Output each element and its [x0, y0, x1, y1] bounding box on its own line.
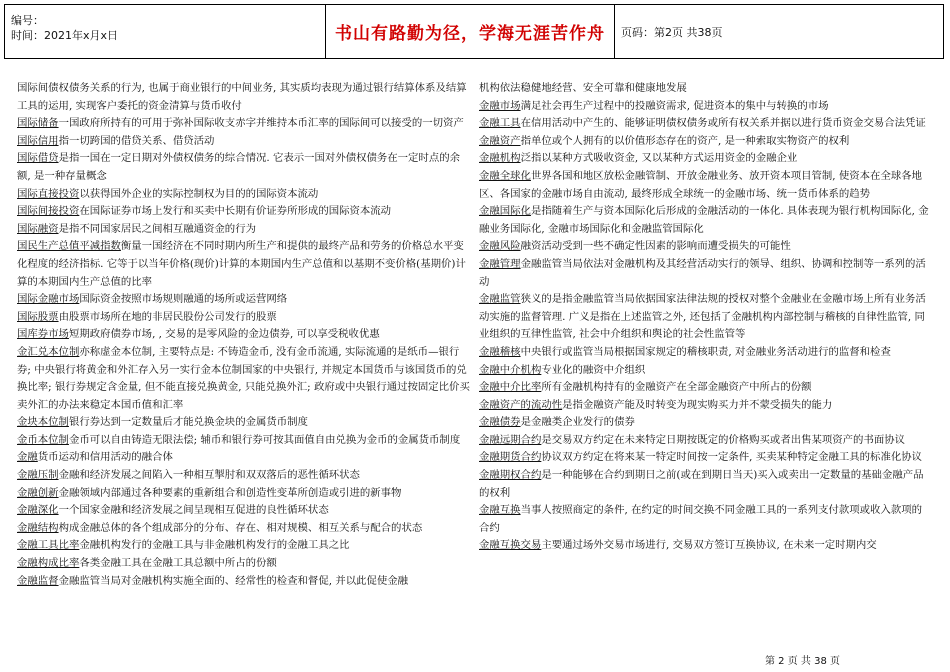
glossary-term: 金融中介机构 [479, 363, 542, 376]
glossary-definition: 所有金融机构持有的金融资产在全部金融资产中所占的份额 [541, 381, 812, 394]
glossary-entry [17, 309, 472, 327]
glossary-definition: 各类金融工具在金融工具总额中所占的份额 [79, 557, 277, 570]
glossary-entry [17, 414, 472, 432]
glossary-entry [17, 467, 472, 485]
page-header [4, 4, 944, 59]
glossary-term: 金融压制 [17, 469, 59, 482]
glossary-definition: 机构依法稳健地经营、安全可靠和健康地发展 [479, 82, 687, 94]
glossary-definition: 衡量一国经济在不同时期内所生产和提供的最终产品和劳务的价格总水平变化程度的经济指标. 它等于以当年价格(现价)计算的本期国内生产总值和以基期不变价格(基期价)计算的本期国内生产总值的比率 [17, 240, 466, 288]
glossary-term: 金融监管 [479, 293, 521, 306]
glossary-term: 金融 [17, 451, 38, 464]
glossary-entry [17, 221, 472, 239]
glossary-definition: 狭义的是指金融监管当局依据国家法律法规的授权对整个金融业在金融市场上所有业务活动实施的监督管理. 广义是指在上述监管之外, 还包括了金融机构内部控制与稽核的自律性监管, 同业组织的互律性监管, 社会中介组织和舆论的社会性监管等 [479, 293, 926, 341]
glossary-entry [479, 467, 932, 502]
glossary-term: 国际直接投资 [17, 187, 80, 200]
glossary-definition: 国际资金按照市场规则融通的场所或运营网络 [79, 293, 288, 306]
glossary-entry [17, 291, 472, 309]
glossary-definition: 一国政府所持有的可用于弥补国际收支赤字并维持本币汇率的国际间可以接受的一切资产 [58, 117, 464, 130]
glossary-term: 金融结构 [17, 521, 59, 534]
glossary-term: 国际间接投资 [17, 205, 80, 218]
left-text-column [17, 80, 472, 655]
glossary-term: 金融互换交易 [479, 539, 542, 552]
glossary-entry [17, 150, 472, 185]
glossary-term: 金融工具比率 [17, 539, 80, 552]
glossary-entry [17, 520, 472, 538]
glossary-term: 金融工具 [479, 117, 521, 130]
glossary-definition: 以获得国外企业的实际控制权为目的的国际资本流动 [79, 187, 319, 200]
glossary-definition: 短期政府债券市场, , 交易的是零风险的金边债券, 可以享受税收优惠 [68, 328, 380, 341]
glossary-entry [479, 256, 932, 291]
glossary-entry [479, 238, 932, 256]
document-number-label: 编号： [11, 14, 44, 27]
glossary-definition: 世界各国和地区放松金融管制、开放金融业务、放开资本项目管制, 使资本在全球各地区、各国家的金融市场自由流动, 最终形成全球统一的金融市场、统一货币体系的趋势 [479, 169, 923, 200]
glossary-definition: 金融机构发行的金融工具与非金融机构发行的金融工具之比 [79, 539, 350, 552]
glossary-term: 金融管理 [479, 257, 521, 270]
glossary-entry [479, 432, 932, 450]
glossary-term: 金融市场 [479, 99, 521, 112]
glossary-entry [17, 555, 472, 573]
page-footer: 第 2 页 共 38 页 [765, 656, 840, 667]
glossary-term: 金融国际化 [479, 205, 531, 218]
glossary-term: 金汇兑本位制 [17, 345, 80, 358]
glossary-definition: 是指不同国家居民之间相互融通资金的行为 [58, 222, 256, 235]
glossary-entry [479, 379, 932, 397]
glossary-definition: 协议双方约定在将来某一特定时间按一定条件, 买卖某种特定金融工具的标准化协议 [541, 451, 923, 464]
glossary-term: 金融稽核 [479, 345, 521, 358]
glossary-entry [17, 485, 472, 503]
glossary-term: 国库券市场 [17, 328, 69, 341]
glossary-definition: 中央银行或监管当局根据国家规定的稽核职责, 对金融业务活动进行的监督和检查 [520, 345, 891, 358]
glossary-entry [17, 133, 472, 151]
glossary-term: 金融风险 [479, 240, 521, 253]
glossary-term: 金融构成比率 [17, 557, 80, 570]
glossary-entry [479, 291, 932, 344]
glossary-definition: 是指一国在一定日期对外债权债务的综合情况. 它表示一国对外债权债务在一定时点的余额, 是一种存量概念 [17, 152, 461, 182]
glossary-definition: 是指随着生产与资本国际化后形成的金融活动的一体化. 具体表现为银行机构国际化, 金融业务国际化, 金融市场国际化和金融监管国际化 [479, 205, 929, 235]
glossary-definition: 金融领域内部通过各种要素的重新组合和创造性变革所创造或引进的新事物 [58, 486, 402, 499]
glossary-definition: 国际间债权债务关系的行为, 也属于商业银行的中间业务, 其实质均表现为通过银行结算体系及结算工具的运用, 实现客户委托的资金清算与货币收付 [17, 82, 467, 112]
glossary-definition: 金融和经济发展之间陷入一种相互掣肘和双双落后的恶性循环状态 [58, 469, 360, 482]
glossary-definition: 满足社会再生产过程中的投融资需求, 促进资本的集中与转换的市场 [520, 99, 829, 112]
glossary-term: 金融期货合约 [479, 451, 542, 464]
glossary-definition: 融资活动受到一些不确定性因素的影响而遭受损失的可能性 [520, 240, 791, 253]
glossary-term: 国际融资 [17, 222, 59, 235]
glossary-definition: 金融监管当局依法对金融机构及其经营活动实行的领导、组织、协调和控制等一系列的活动 [479, 257, 926, 288]
glossary-term: 金币本位制 [17, 433, 69, 446]
glossary-definition: 在国际证券市场上发行和买卖中长期有价证券所形成的国际资本流动 [79, 205, 392, 218]
glossary-entry [17, 537, 472, 555]
glossary-term: 金融全球化 [479, 169, 531, 182]
glossary-term: 金融远期合约 [479, 433, 542, 446]
glossary-entry [479, 397, 932, 415]
glossary-entry [17, 326, 472, 344]
glossary-definition: 主要通过场外交易市场进行, 交易双方签订互换协议, 在未来一定时期内交 [541, 539, 877, 552]
glossary-definition: 一个国家金融和经济发展之间呈现相互促进的良性循环状态 [58, 504, 329, 517]
glossary-entry [17, 203, 472, 221]
glossary-entry [479, 203, 932, 238]
glossary-term: 金融互换 [479, 504, 521, 517]
glossary-term: 金融监督 [17, 574, 59, 587]
glossary-entry [17, 115, 472, 133]
glossary-definition: 是一种能够在合约到期日之前(或在到期日当天)买入或卖出一定数量的基础金融产品的权利 [479, 469, 924, 499]
glossary-entry [17, 449, 472, 467]
header-motto: 书山有路勤为径，学海无涯苦作舟 [326, 5, 615, 58]
glossary-definition: 银行券达到一定数量后才能兑换金块的金属货币制度 [68, 416, 308, 429]
glossary-term: 金融资产的流动性 [479, 398, 563, 411]
glossary-definition: 金币可以自由铸造无限法偿; 辅币和银行券可按其面值自由兑换为金币的金属货币制度 [68, 433, 461, 446]
glossary-definition: 亦称虚金本位制, 主要特点是: 不铸造金币, 没有金币流通, 实际流通的是纸币—银行券; 中央银行将黄金和外汇存入另一实行金本位制国家的中央银行, 并规定本国货币与该国货币的兑换比率; 银行券规定含金量, 但不能直接兑换黄金, 只能兑换外汇; 政府或中央银行通过按固定比价买卖外汇的办法来稳定本国币值和汇率 [17, 345, 470, 411]
glossary-definition: 构成金融总体的各个组成部分的分布、存在、相对规模、相互关系与配合的状态 [58, 521, 423, 534]
glossary-entry [479, 115, 932, 133]
glossary-definition: 专业化的融资中介组织 [541, 363, 646, 376]
glossary-term: 金融资产 [479, 134, 521, 147]
glossary-entry [17, 80, 472, 115]
glossary-definition: 货币运动和信用活动的融合体 [37, 451, 173, 464]
glossary-definition: 是指金融资产能及时转变为现实购买力并不蒙受损失的能力 [562, 398, 833, 411]
glossary-definition: 指单位或个人拥有的以价值形态存在的资产, 是一种索取实物资产的权利 [520, 134, 850, 147]
glossary-entry [17, 502, 472, 520]
glossary-definition: 当事人按照商定的条件, 在约定的时间交换不同金融工具的一系列支付款项或收入款项的合约 [479, 504, 923, 534]
glossary-entry [479, 449, 932, 467]
glossary-entry [479, 80, 932, 98]
glossary-term: 金融机构 [479, 152, 521, 165]
glossary-definition: 是金融类企业发行的债券 [520, 416, 635, 429]
glossary-term: 金融中介比率 [479, 381, 542, 394]
glossary-definition: 是交易双方约定在未来特定日期按既定的价格购买或者出售某项资产的书面协议 [541, 433, 906, 446]
glossary-entry [479, 502, 932, 537]
glossary-term: 国际储备 [17, 117, 59, 130]
glossary-definition: 指一切跨国的借贷关系、借贷活动 [58, 134, 215, 147]
glossary-entry [479, 168, 932, 203]
glossary-entry [17, 573, 472, 591]
glossary-term: 国民生产总值平减指数 [17, 240, 121, 253]
glossary-entry [479, 537, 932, 555]
glossary-entry [479, 133, 932, 151]
glossary-term: 国际股票 [17, 310, 59, 323]
glossary-entry [479, 98, 932, 116]
glossary-term: 国际信用 [17, 134, 59, 147]
glossary-term: 金融期权合约 [479, 469, 542, 482]
glossary-definition: 金融监管当局对金融机构实施全面的、经常性的检查和督促, 并以此促使金融 [58, 574, 409, 587]
glossary-term: 金块本位制 [17, 416, 69, 429]
glossary-term: 金融创新 [17, 486, 59, 499]
glossary-term: 国际借贷 [17, 152, 59, 165]
header-meta-cell [5, 5, 326, 58]
header-page-label: 页码：第2页 共38页 [621, 25, 723, 39]
glossary-term: 金融深化 [17, 504, 59, 517]
glossary-entry [17, 186, 472, 204]
glossary-entry [479, 344, 932, 362]
right-text-column [479, 80, 932, 655]
glossary-entry [479, 414, 932, 432]
glossary-term: 金融债券 [479, 416, 521, 429]
glossary-definition: 由股票市场所在地的非居民股份公司发行的股票 [58, 310, 277, 323]
glossary-definition: 在信用活动中产生的、能够证明债权债务或所有权关系并据以进行货币资金交易合法凭证 [520, 117, 926, 130]
glossary-entry [479, 362, 932, 380]
document-time-label: 时间：2021年x月x日 [11, 29, 119, 42]
glossary-term: 国际金融市场 [17, 293, 80, 306]
glossary-entry [17, 238, 472, 291]
glossary-entry [17, 432, 472, 450]
glossary-definition: 泛指以某种方式吸收资金, 又以某种方式运用资金的金融企业 [520, 152, 798, 165]
glossary-entry [17, 344, 472, 414]
glossary-entry [479, 150, 932, 168]
